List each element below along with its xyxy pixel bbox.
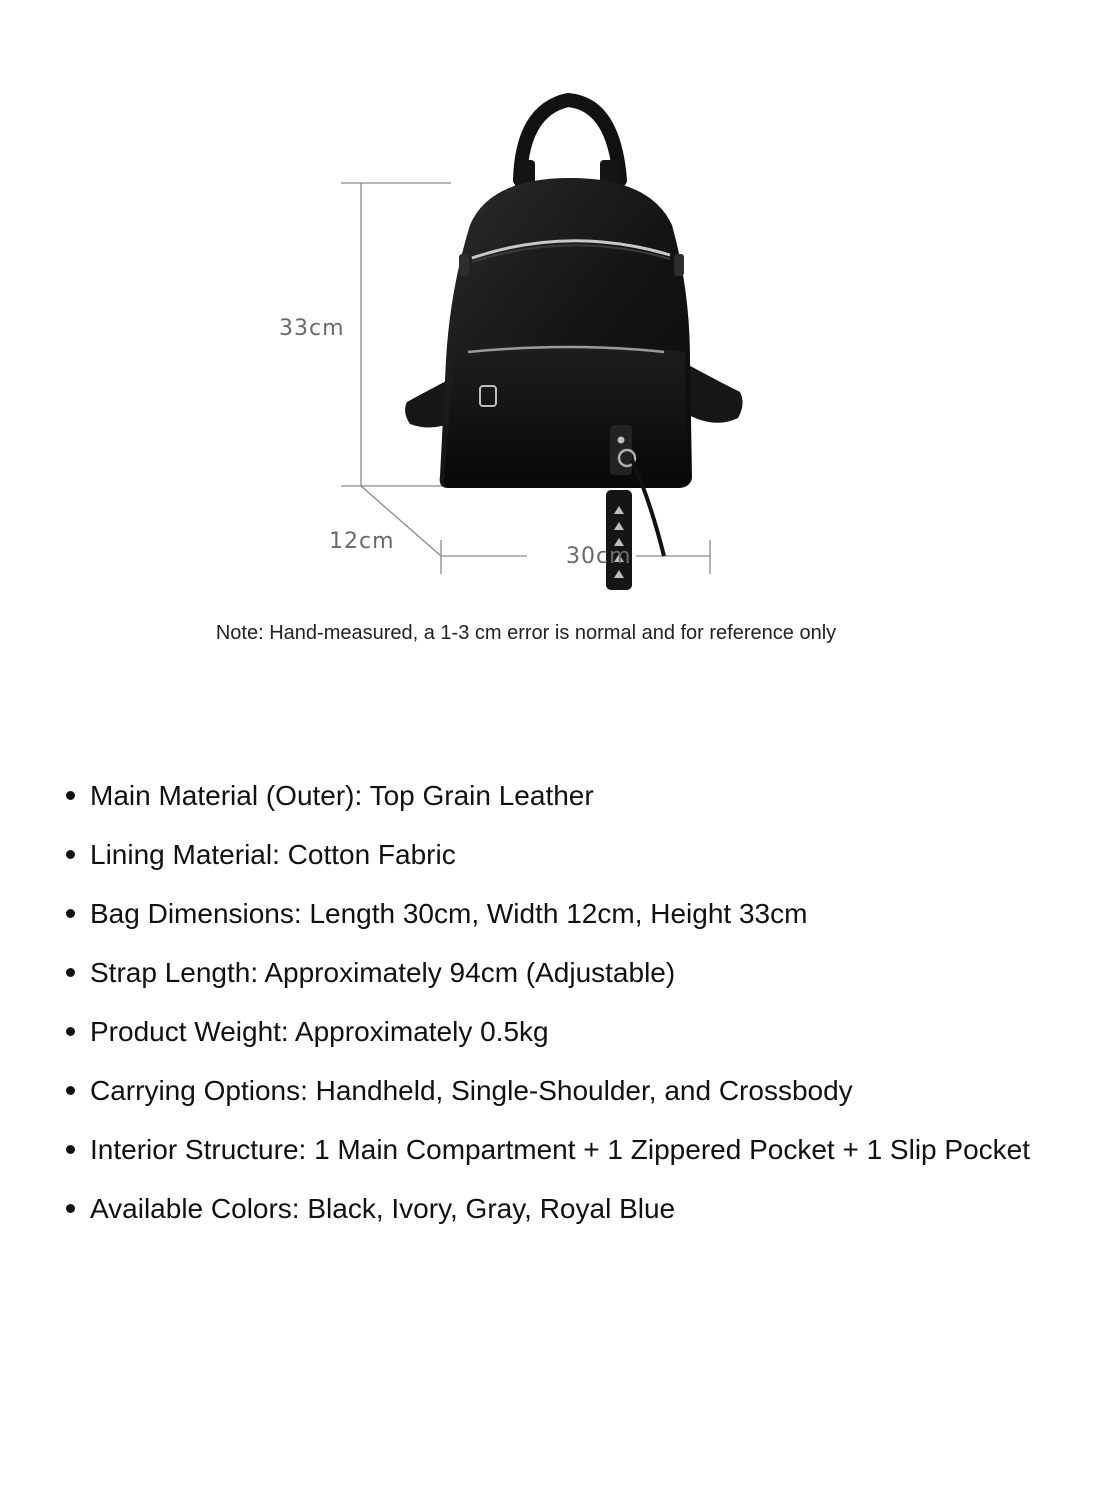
spec-text: Bag Dimensions: Length 30cm, Width 12cm, Height 33cm (90, 898, 808, 929)
spec-text: Main Material (Outer): Top Grain Leather (90, 780, 594, 811)
spec-text: Interior Structure: 1 Main Compartment + 1 Zippered Pocket + 1 Slip Pocket (90, 1134, 1030, 1165)
bullet (66, 791, 75, 800)
spec-text: Lining Material: Cotton Fabric (90, 839, 456, 870)
side-ring-right (674, 254, 684, 276)
width-label: 30cm (566, 544, 632, 569)
spec-text: Strap Length: Approximately 94cm (Adjustable) (90, 957, 676, 988)
spec-item (62, 1120, 1047, 1179)
spec-item (62, 1002, 1047, 1061)
spec-text: Product Weight: Approximately 0.5kg (90, 1016, 549, 1047)
bullet (66, 850, 75, 859)
bullet (66, 1027, 75, 1036)
bullet (66, 968, 75, 977)
spec-list (62, 766, 1047, 1238)
spec-item (62, 766, 1047, 825)
spec-item (62, 1061, 1047, 1120)
front-pocket (444, 345, 688, 488)
right-shoulder-strap (683, 362, 743, 423)
height-label: 33cm (279, 316, 345, 341)
measurement-note: Note: Hand-measured, a 1-3 cm error is normal and for reference only (215, 622, 837, 644)
product-dimension-diagram (0, 0, 1100, 610)
spec-item (62, 1179, 1047, 1238)
spec-item (62, 825, 1047, 884)
spec-text: Available Colors: Black, Ivory, Gray, Royal Blue (90, 1193, 676, 1224)
bullet (66, 1204, 75, 1213)
side-ring-left (459, 254, 469, 276)
bullet (66, 1145, 75, 1154)
spec-text: Carrying Options: Handheld, Single-Shoulder, and Crossbody (90, 1075, 853, 1106)
spec-item (62, 943, 1047, 1002)
depth-label: 12cm (329, 529, 395, 554)
bullet (66, 1086, 75, 1095)
bullet (66, 909, 75, 918)
spec-item (62, 884, 1047, 943)
backpack-image (405, 100, 742, 590)
stud (618, 437, 625, 444)
